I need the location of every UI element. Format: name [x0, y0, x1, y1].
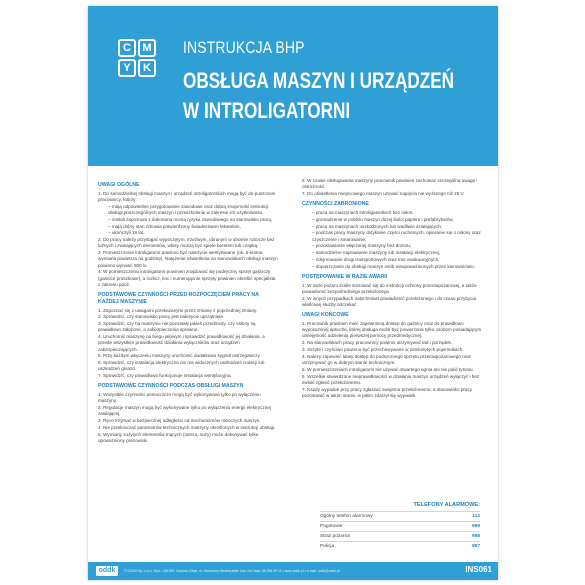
list-subitem: – praca na maszynach uszkodzonych lub wadliwie działających,	[312, 223, 443, 229]
list-item: 4. W pomieszczeniu introligatorni powinien znajdować się podręczny sprzęt gaśniczy (gaśnice proszkowe), a rozlicz, koc i numerującnie sprzęty powinien określić specjalista z zakresu ppoż.	[98, 269, 276, 287]
list-item: 1. Wszystkie czynności pomocnicze mogą być wykonywane tylko po wyłączeniu maszyny.	[98, 392, 261, 404]
list-item: 2. Na stanowiskach pracy pracownicy powinni utrzymywać ład i porządek.	[302, 340, 453, 346]
footer-copyright: © ODDK Sp. z o.o. Sp.k. • 80-557 Gdańsk-Oliwa, ul. Obrońców Westerplatte 11A • tel./faks: 58 554 29 11 • www.oddk.pl • e-mail: oddk@oddk.pl	[124, 569, 340, 573]
right-column	[302, 178, 482, 400]
phone-row	[320, 511, 480, 521]
list-item: 3. Zużyte i czyściwo powinno być przechowywane w zamkniętych pojemnikach.	[302, 346, 464, 352]
logo-letter-k: K	[138, 59, 156, 77]
section-heading: CZYNNOŚCI ZABRONIONE	[302, 201, 369, 208]
list-item: 7. Do oświetlenia miejscowego maszyn używać napięcia nie wyższego niż 25 V.	[302, 191, 465, 196]
list-subitem: – gromadzenie w pobliżu maszyn dużej ilości papieru i prefabrykatów,	[312, 216, 454, 222]
list-item: 7. Każdy wypadek przy pracy zgłaszać swojemu przełożonemu, a stanowisko pracy pozostawić w takim stanie, w jakim zdarzył się wypadek.	[302, 386, 473, 398]
list-item: 6. Wszelkie stwierdzone nieprawidłowości w działaniu maszyn urządzeń wyłączyć i bez zwłoki zgłosić przełożonemu.	[302, 373, 480, 385]
list-subitem: – samodzielne naprawianie maszyny lub instalacji elektrycznej,	[312, 250, 441, 256]
list-item: 4. Uruchomić maszynę na biegu jałowym i sprawdzić prawidłowość jej działania, a przede wszystkim prawidłowość działania wyłączników oraz urządzeń zabezpieczających.	[98, 334, 265, 352]
list-item: 3. Pomieszczenie introligatorni powinno być należycie wentylowane (ok. 6-krotna wymiana powietrza na godzinę). Natężenie oświetlenia na stanowiskach obsługi maszyn powinno wynosić 500 lx.	[98, 250, 278, 268]
list-subitem: – zostali zapoznani z dokonaną oceną ryzyka zawodowego na stanowisku pracy,	[108, 216, 273, 222]
page-title	[183, 66, 454, 126]
list-item: 5. W pomieszczeniach introligatorni nie używać otwartego ognia ani nie palić tytoniu.	[302, 366, 474, 372]
section-heading: PODSTAWOWE CZYNNOŚCI PODCZAS OBSŁUGI MASZYN	[98, 383, 244, 390]
section-heading: UWAGI OGÓLNE	[98, 182, 140, 188]
list-item: 3. Ręce trzymać w bezpiecznej odległości od mechanizmów roboczych maszyn.	[98, 418, 261, 424]
list-subitem: – ukończyli 18 lat.	[108, 230, 145, 236]
logo-letter-m: M	[138, 39, 156, 57]
phone-label: Policja	[320, 544, 335, 549]
phone-label: Ogólny telefon alarmowy	[320, 514, 373, 519]
phone-number: 997	[471, 544, 480, 549]
brand-logo: oddk	[96, 566, 118, 576]
list-item: 1. W razie pożaru ściśle stosować się do instrukcji ochrony przeciwpożarowej, a także powiadomić bezpośredniego przełożonego.	[302, 282, 477, 294]
list-subitem: – pozostawianie włączonej maszyny bez dozoru,	[312, 243, 412, 249]
instruction-sheet	[88, 6, 498, 580]
phone-row	[320, 531, 480, 541]
emergency-phones	[320, 502, 480, 551]
list-item: 5. Przy każdym włączeniu maszyny uruchomić dodatkowo sygnał ostrzegawczy.	[98, 353, 261, 359]
list-item: 1. Do samodzielnej obsługi maszyn i urządzeń introligatorskich mogą być do-puszczeni pracownicy, którzy:	[98, 190, 276, 202]
footer-bar	[88, 562, 498, 580]
list-item: 4. Należy zapewnić łatwy dostęp do podręcznego sprzętu przeciwpożarowego oraz utrzymywać go w dobrym stanie technicznym.	[302, 353, 472, 365]
title-line-1: OBSŁUGA MASZYN I URZĄDZEŃ	[183, 68, 455, 93]
phone-number: 998	[471, 534, 480, 539]
section-heading: PODSTAWOWE CZYNNOŚCI PRZED ROZPOCZĘCIEM PRACY NA KAŻDEJ MASZYNIE	[98, 292, 259, 305]
list-item: 2. W innych przypadkach natychmiast powiadomić przełożonego i do czasu przybycia właściwej służby odczekać.	[302, 295, 477, 307]
phone-label: Pogotowie	[320, 524, 343, 529]
list-item: 3. Sprawdzić, czy na maszynie nie pozostały jakieś przedmioty, czy osłony są prawidłowo założone, a zabezpieczenia sprawne.	[98, 321, 256, 333]
header-banner	[88, 6, 498, 166]
list-subitem: – zdejmowanie drogi transportowych oraz tras ewakuacyjnych,	[312, 256, 440, 262]
list-item: 2. Sprawdzić, czy stanowisko pracy jest należycie uprzątnięte.	[98, 314, 225, 320]
document-code: INS061	[465, 565, 492, 574]
title-line-2: W INTROLIGATORNI	[183, 98, 351, 123]
list-item: 2. Do pracy należy przystąpić wypoczętym, trzeźwym, ubranym w ubranie robocze bez luźnych i zwisających elementów, włosy muszą być spięte beretem lub czapką.	[98, 237, 275, 249]
phones-title: TELEFONY ALARMOWE:	[413, 502, 480, 508]
list-item: 2. Regulacje maszyn mogą być wykonywane tylko po wyłączeniu energii elektrycznej zasilającej.	[98, 405, 271, 417]
list-item: 5. Wymiany zużytych elementów tnących (ostrza, noży) może dokonywać tylko upoważniony pracownik.	[98, 431, 259, 443]
section-heading: POSTĘPOWANIE W RAZIE AWARII	[302, 273, 388, 280]
phone-number: 999	[471, 524, 480, 529]
list-subitem: – praca na maszynach introligatorskich bez osłon,	[312, 210, 414, 215]
list-item: 6. W czasie obsługiwania maszyny pracownik powinien zachować szczególną uwagę i ostrożność.	[302, 178, 478, 190]
list-item: 7. Sprawdzić, czy prawidłowo funkcjonuje instalacja wentylacyjna.	[98, 373, 232, 379]
logo-letter-c: C	[118, 39, 136, 57]
list-subitem: – dopuszczanie do obsługi maszyn osób nieupoważnionych przez kierownictwo.	[312, 263, 475, 269]
logo-letter-y: Y	[118, 59, 136, 77]
list-item: 1. Zapoznać się z uwagami przekazanymi przez zmianę z poprzedniej zmiany.	[98, 307, 258, 313]
section-heading: UWAGI KOŃCOWE	[302, 312, 349, 319]
phone-number: 112	[472, 514, 480, 519]
phone-label: Straż pożarna	[320, 534, 350, 539]
left-column	[98, 178, 278, 445]
header-subtitle: INSTRUKCJA BHP	[183, 38, 305, 57]
list-subitem: – podczas pracy maszyny dotykanie części ruchomych, opieranie się o osłony oraz czyszczenie i smarowanie,	[312, 230, 481, 242]
list-subitem: – mają dobry stan zdrowia potwierdzony świadectwem lekarskim,	[108, 223, 241, 229]
list-item: 1. Pracownik powinien mieć zapewnioną dostęp do gaśnicy oraz do prawidłowo wyposażonej apteczki, której obsługa może być powierzona tylko osobom posiadającym umiejętność udzielenia pierwszej pomocy przedmedycznej.	[302, 320, 482, 339]
list-item: 4. Nie przekraczać parametrów technicznych maszyny określonych w instrukcji obsługi.	[98, 424, 276, 430]
phone-row	[320, 521, 480, 531]
phone-row	[320, 541, 480, 551]
list-item: 6. Sprawdzić, czy instalacja elektryczna nie ma widocznych uszkodzeń izolacji lub uszkodzeń gniazd.	[98, 360, 265, 372]
list-subitem: – mają odpowiednie przygotowanie zawodowe oraz dobrą znajomość instrukcji obsługi poszczególnych maszyn i przeszkolenie w zakresie ich użytkowania,	[108, 203, 269, 215]
